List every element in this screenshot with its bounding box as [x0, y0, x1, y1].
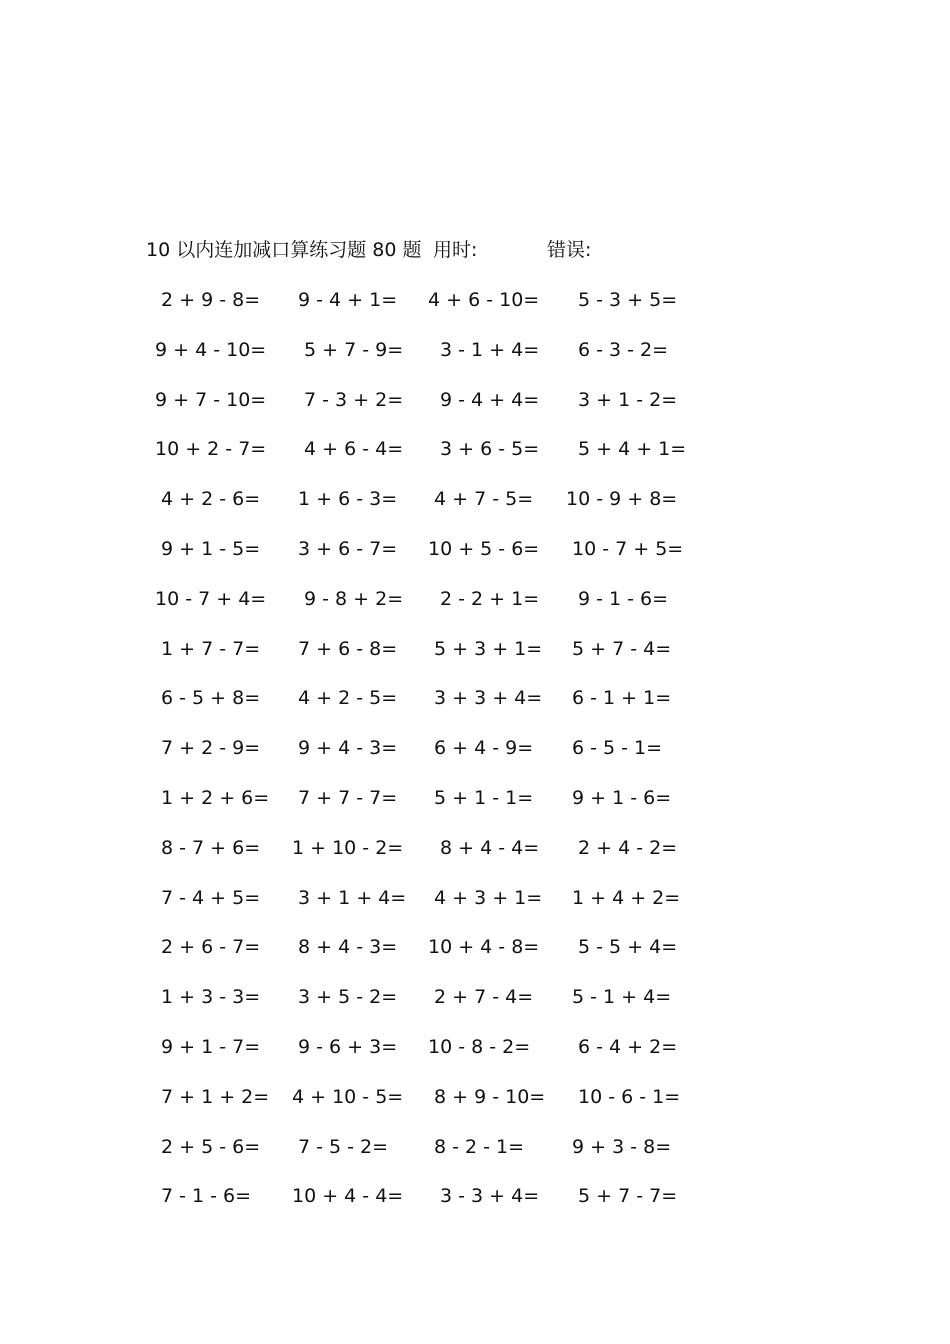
- problem-cell: 4 + 6 - 4=: [304, 438, 404, 461]
- problem-cell: 9 + 1 - 7=: [161, 1035, 261, 1058]
- problem-row: [0, 1084, 950, 1134]
- problem-row: [0, 636, 950, 686]
- problem-cell: 3 - 1 + 4=: [440, 338, 540, 361]
- problem-cell: 3 - 3 + 4=: [440, 1185, 540, 1208]
- problem-cell: 7 + 1 + 2=: [161, 1085, 270, 1108]
- problem-row: [0, 436, 950, 486]
- problem-cell: 8 - 2 - 1=: [434, 1135, 525, 1158]
- problem-row: [0, 1183, 950, 1233]
- problem-cell: 7 + 7 - 7=: [298, 786, 398, 809]
- problem-cell: 6 - 4 + 2=: [578, 1035, 678, 1058]
- problem-cell: 4 + 7 - 5=: [434, 488, 534, 511]
- problem-row: [0, 337, 950, 387]
- problem-cell: 5 - 5 + 4=: [578, 936, 678, 959]
- problem-cell: 9 + 7 - 10=: [155, 388, 267, 411]
- problem-cell: 1 + 3 - 3=: [161, 986, 261, 1009]
- problem-cell: 4 + 3 + 1=: [434, 886, 543, 909]
- problem-cell: 7 - 3 + 2=: [304, 388, 404, 411]
- problem-cell: 9 + 1 - 5=: [161, 537, 261, 560]
- problem-cell: 8 + 4 - 4=: [440, 836, 540, 859]
- problem-cell: 2 + 5 - 6=: [161, 1135, 261, 1158]
- problem-cell: 4 + 10 - 5=: [292, 1085, 404, 1108]
- worksheet-title: 10 以内连加减口算练习题 80 题: [146, 239, 422, 261]
- problem-cell: 6 + 4 - 9=: [434, 737, 534, 760]
- problem-row: [0, 934, 950, 984]
- problem-grid: [0, 287, 950, 1233]
- problem-cell: 8 + 9 - 10=: [434, 1085, 546, 1108]
- problem-cell: 8 - 7 + 6=: [161, 836, 261, 859]
- problem-cell: 1 + 4 + 2=: [572, 886, 681, 909]
- time-label: 用时:: [433, 239, 478, 261]
- problem-cell: 7 - 1 - 6=: [161, 1185, 252, 1208]
- problem-cell: 10 - 7 + 4=: [155, 587, 267, 610]
- problem-row: [0, 785, 950, 835]
- problem-row: [0, 586, 950, 636]
- problem-row: [0, 486, 950, 536]
- worksheet-header: [146, 236, 766, 264]
- problem-cell: 5 + 7 - 4=: [572, 637, 672, 660]
- problem-cell: 3 + 6 - 7=: [298, 537, 398, 560]
- problem-row: [0, 387, 950, 437]
- problem-cell: 10 + 5 - 6=: [428, 537, 540, 560]
- problem-cell: 9 + 4 - 10=: [155, 338, 267, 361]
- problem-cell: 9 + 1 - 6=: [572, 786, 672, 809]
- problem-cell: 3 + 5 - 2=: [298, 986, 398, 1009]
- problem-row: [0, 735, 950, 785]
- problem-row: [0, 835, 950, 885]
- problem-cell: 4 + 2 - 5=: [298, 687, 398, 710]
- problem-cell: 3 + 1 - 2=: [578, 388, 678, 411]
- problem-cell: 2 + 6 - 7=: [161, 936, 261, 959]
- problem-cell: 10 - 7 + 5=: [572, 537, 684, 560]
- problem-cell: 6 - 3 - 2=: [578, 338, 669, 361]
- problem-cell: 7 - 5 - 2=: [298, 1135, 389, 1158]
- problem-cell: 5 + 4 + 1=: [578, 438, 687, 461]
- problem-row: [0, 287, 950, 337]
- problem-cell: 1 + 6 - 3=: [298, 488, 398, 511]
- problem-cell: 6 - 1 + 1=: [572, 687, 672, 710]
- problem-cell: 9 + 4 - 3=: [298, 737, 398, 760]
- problem-row: [0, 1134, 950, 1184]
- problem-cell: 2 + 7 - 4=: [434, 986, 534, 1009]
- problem-cell: 5 - 3 + 5=: [578, 289, 678, 311]
- problem-cell: 5 - 1 + 4=: [572, 986, 672, 1009]
- problem-cell: 10 + 4 - 4=: [292, 1185, 404, 1208]
- problem-cell: 10 - 9 + 8=: [566, 488, 678, 511]
- problem-cell: 7 + 6 - 8=: [298, 637, 398, 660]
- problem-row: [0, 1034, 950, 1084]
- problem-cell: 10 + 4 - 8=: [428, 936, 540, 959]
- problem-cell: 5 + 7 - 7=: [578, 1185, 678, 1208]
- problem-cell: 9 - 4 + 1=: [298, 289, 398, 311]
- problem-cell: 9 - 6 + 3=: [298, 1035, 398, 1058]
- problem-cell: 3 + 1 + 4=: [298, 886, 407, 909]
- problem-cell: 4 + 6 - 10=: [428, 289, 540, 311]
- problem-cell: 6 - 5 + 8=: [161, 687, 261, 710]
- problem-cell: 2 + 9 - 8=: [161, 289, 261, 311]
- problem-cell: 9 - 1 - 6=: [578, 587, 669, 610]
- problem-cell: 5 + 3 + 1=: [434, 637, 543, 660]
- problem-row: [0, 984, 950, 1034]
- problem-cell: 9 - 8 + 2=: [304, 587, 404, 610]
- problem-cell: 10 - 8 - 2=: [428, 1035, 531, 1058]
- problem-cell: 10 - 6 - 1=: [578, 1085, 681, 1108]
- problem-row: [0, 885, 950, 935]
- problem-cell: 1 + 7 - 7=: [161, 637, 261, 660]
- problem-cell: 9 + 3 - 8=: [572, 1135, 672, 1158]
- problem-cell: 9 - 4 + 4=: [440, 388, 540, 411]
- problem-cell: 7 + 2 - 9=: [161, 737, 261, 760]
- problem-cell: 6 - 5 - 1=: [572, 737, 663, 760]
- problem-cell: 5 + 7 - 9=: [304, 338, 404, 361]
- problem-cell: 3 + 6 - 5=: [440, 438, 540, 461]
- problem-cell: 4 + 2 - 6=: [161, 488, 261, 511]
- problem-cell: 8 + 4 - 3=: [298, 936, 398, 959]
- problem-cell: 5 + 1 - 1=: [434, 786, 534, 809]
- problem-row: [0, 536, 950, 586]
- problem-row: [0, 685, 950, 735]
- problem-cell: 1 + 10 - 2=: [292, 836, 404, 859]
- problem-cell: 10 + 2 - 7=: [155, 438, 267, 461]
- problem-cell: 2 + 4 - 2=: [578, 836, 678, 859]
- problem-cell: 2 - 2 + 1=: [440, 587, 540, 610]
- errors-label: 错误:: [547, 239, 592, 261]
- problem-cell: 3 + 3 + 4=: [434, 687, 543, 710]
- problem-cell: 7 - 4 + 5=: [161, 886, 261, 909]
- problem-cell: 1 + 2 + 6=: [161, 786, 270, 809]
